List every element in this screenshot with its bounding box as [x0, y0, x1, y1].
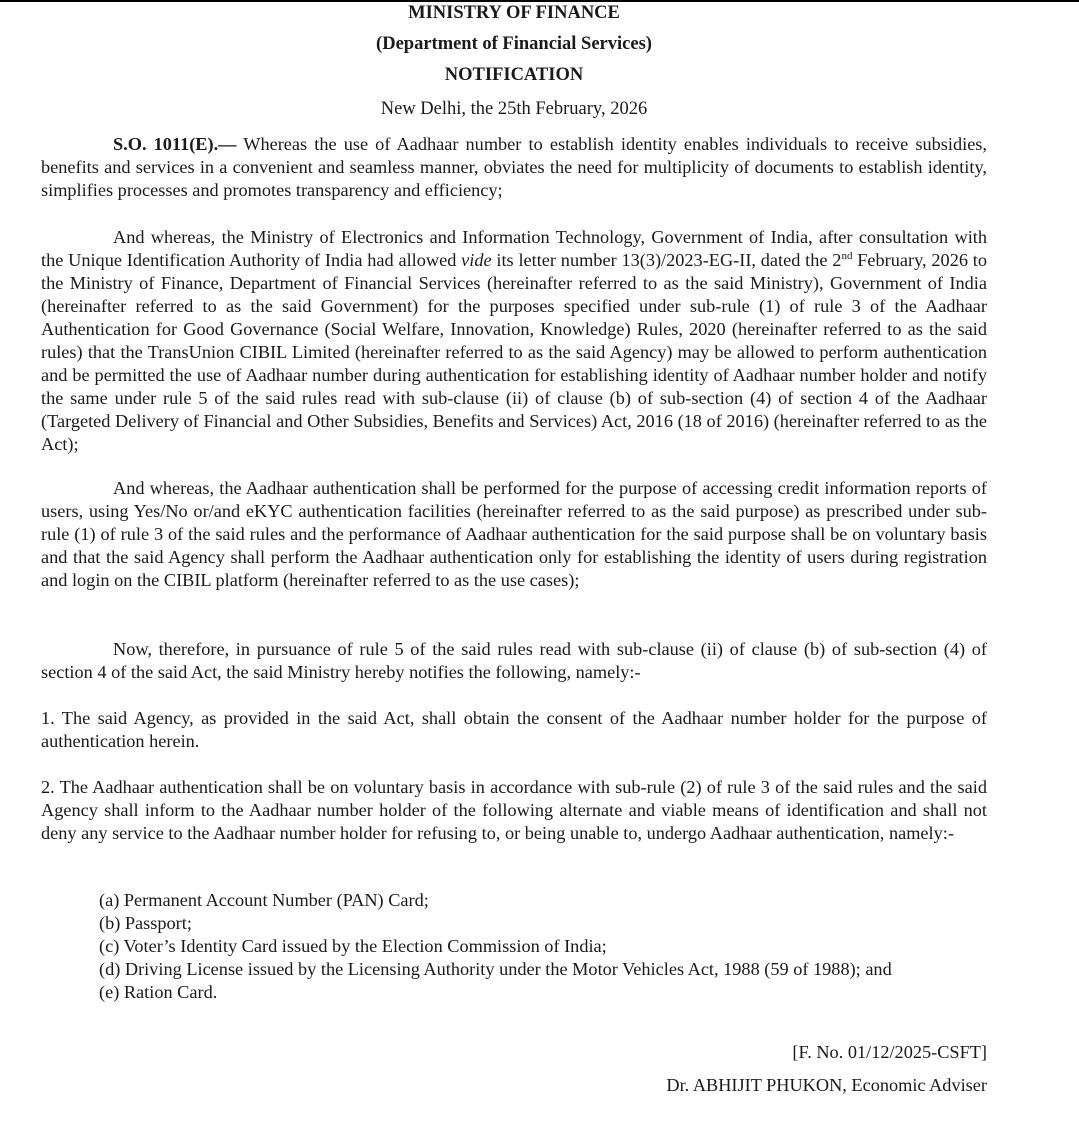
meity-text-b: its letter number 13(3)/2023-EG-II, dated the 2 [491, 250, 842, 270]
list-item-pan: (a) Permanent Account Number (PAN) Card; [99, 890, 429, 910]
clause-2-voluntary: 2. The Aadhaar authentication shall be on voluntary basis in accordance with sub-rule (2) of rule 3 of the said rules and the said Agency shall inform to the Aadhaar number holder of the following alternate and viable means of identification and shall not deny any service to the Aadhaar number holder for refusing to, or being unable to, undergo Aadhaar authentication, namely:- [41, 777, 987, 843]
so-number: S.O. 1011(E).— [113, 134, 237, 154]
preamble-text: Whereas the use of Aadhaar number to establish identity enables individuals to receive subsidies, benefits and services in a convenient and seamless manner, obviates the need for multiplicity of documents to establish identity, simplifies processes and promotes transparency and efficiency; [41, 134, 987, 200]
signatory: Dr. ABHIJIT PHUKON, Economic Adviser [666, 1075, 987, 1095]
ministry-heading: MINISTRY OF FINANCE [408, 3, 620, 23]
ordinal-superscript: nd [841, 249, 853, 262]
paragraph-meity-approval [41, 226, 987, 456]
paragraph-preamble [41, 133, 987, 202]
paragraph-notifies: Now, therefore, in pursuance of rule 5 of the said rules read with sub-clause (ii) of clause (b) of sub-section (4) of section 4 of the said Act, the said Ministry hereby notifies the following, namely:- [41, 639, 987, 682]
list-item-passport: (b) Passport; [99, 913, 192, 933]
clause-1-consent: 1. The said Agency, as provided in the said Act, shall obtain the consent of the Aadhaar number holder for the purpose of authentication herein. [41, 708, 987, 751]
department-heading: (Department of Financial Services) [376, 34, 652, 54]
list-item-driving-license: (d) Driving License issued by the Licensing Authority under the Motor Vehicles Act, 1988 (59 of 1988); and [99, 959, 892, 979]
place-date: New Delhi, the 25th February, 2026 [380, 99, 648, 119]
list-item-ration-card: (e) Ration Card. [99, 982, 218, 1002]
vide-italic: vide [461, 250, 492, 270]
alternate-id-list [99, 889, 987, 1004]
meity-text-a: And whereas, the Ministry of Electronics and Information Technology, Government of India, after consultation with the Unique Identification Authority of India had allowed [41, 227, 987, 270]
paragraph-purpose: And whereas, the Aadhaar authentication shall be performed for the purpose of accessing credit information reports of users, using Yes/No or/and eKYC authentication facilities (hereinafter referred to as the said purpose) as prescribed under sub-rule (1) of rule 3 of the said rules and the performance of Aadhaar authentication for the said purpose shall be on voluntary basis and that the said Agency shall perform the Aadhaar authentication only for establishing the identity of users during registration and login on the CIBIL platform (hereinafter referred to as the use cases); [41, 478, 987, 590]
notification-title: NOTIFICATION [444, 65, 584, 85]
file-number: [F. No. 01/12/2025-CSFT] [792, 1042, 987, 1062]
meity-text-c: February, 2026 to the Ministry of Finance, Department of Financial Services (hereinafter referred to as the said Ministry), Government of India (hereinafter referred to as the said Government) for the purposes specified under sub-rule (1) of rule 3 of the Aadhaar Authentication for Good Governance (Social Welfare, Innovation, Knowledge) Rules, 2020 (hereinafter referred to as the said rules) that the TransUnion CIBIL Limited (hereinafter referred to as the said Agency) may be allowed to perform authentication and be permitted the use of Aadhaar number during authentication for establishing identity of Aadhaar number holder and notify the same under rule 5 of the said rules read with sub-clause (ii) of clause (b) of sub-section (4) of section 4 of the Aadhaar (Targeted Delivery of Financial and Other Subsidies, Benefits and Services) Act, 2016 (18 of 2016) (hereinafter referred to as the Act); [41, 250, 987, 454]
list-item-voter-id: (c) Voter’s Identity Card issued by the Election Commission of India; [99, 936, 607, 956]
